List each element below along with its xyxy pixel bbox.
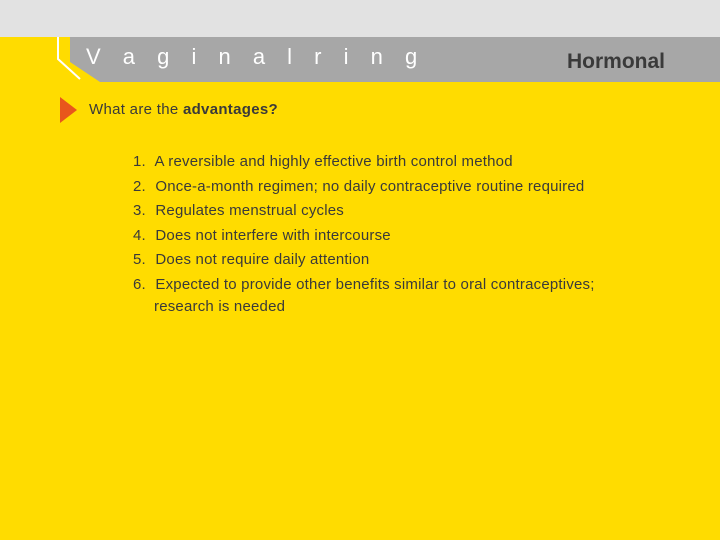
top-band	[0, 0, 720, 37]
item-number: 6.	[133, 275, 146, 293]
item-text: Regulates menstrual cycles	[155, 202, 344, 219]
question-prefix: What are the	[89, 101, 183, 118]
advantages-list	[133, 150, 595, 317]
list-item	[133, 273, 595, 318]
list-item	[133, 224, 595, 249]
item-text: Does not interfere with intercourse	[155, 226, 391, 244]
question-bold: advantages?	[182, 101, 278, 118]
item-continuation: research is needed	[154, 298, 286, 315]
list-item	[133, 199, 595, 224]
play-arrow-icon	[60, 97, 77, 123]
item-number: 3.	[133, 202, 146, 219]
item-number: 2.	[133, 177, 146, 195]
item-number: 1.	[133, 153, 146, 170]
item-text: Once-a-month regimen; no daily contraceptive routine required	[155, 177, 585, 195]
list-item	[133, 248, 595, 273]
question-heading	[89, 101, 278, 118]
item-text: Expected to provide other benefits similar to oral contraceptives;	[155, 275, 595, 293]
item-number: 4.	[133, 226, 146, 244]
item-number: 5.	[133, 251, 146, 268]
list-item	[133, 150, 595, 175]
list-item	[133, 175, 595, 200]
item-text: Does not require daily attention	[155, 251, 370, 268]
category-label: Hormonal	[566, 50, 665, 73]
slide-title: V a g i n a l r i n g	[86, 44, 426, 69]
item-text: A reversible and highly effective birth control method	[154, 153, 513, 170]
